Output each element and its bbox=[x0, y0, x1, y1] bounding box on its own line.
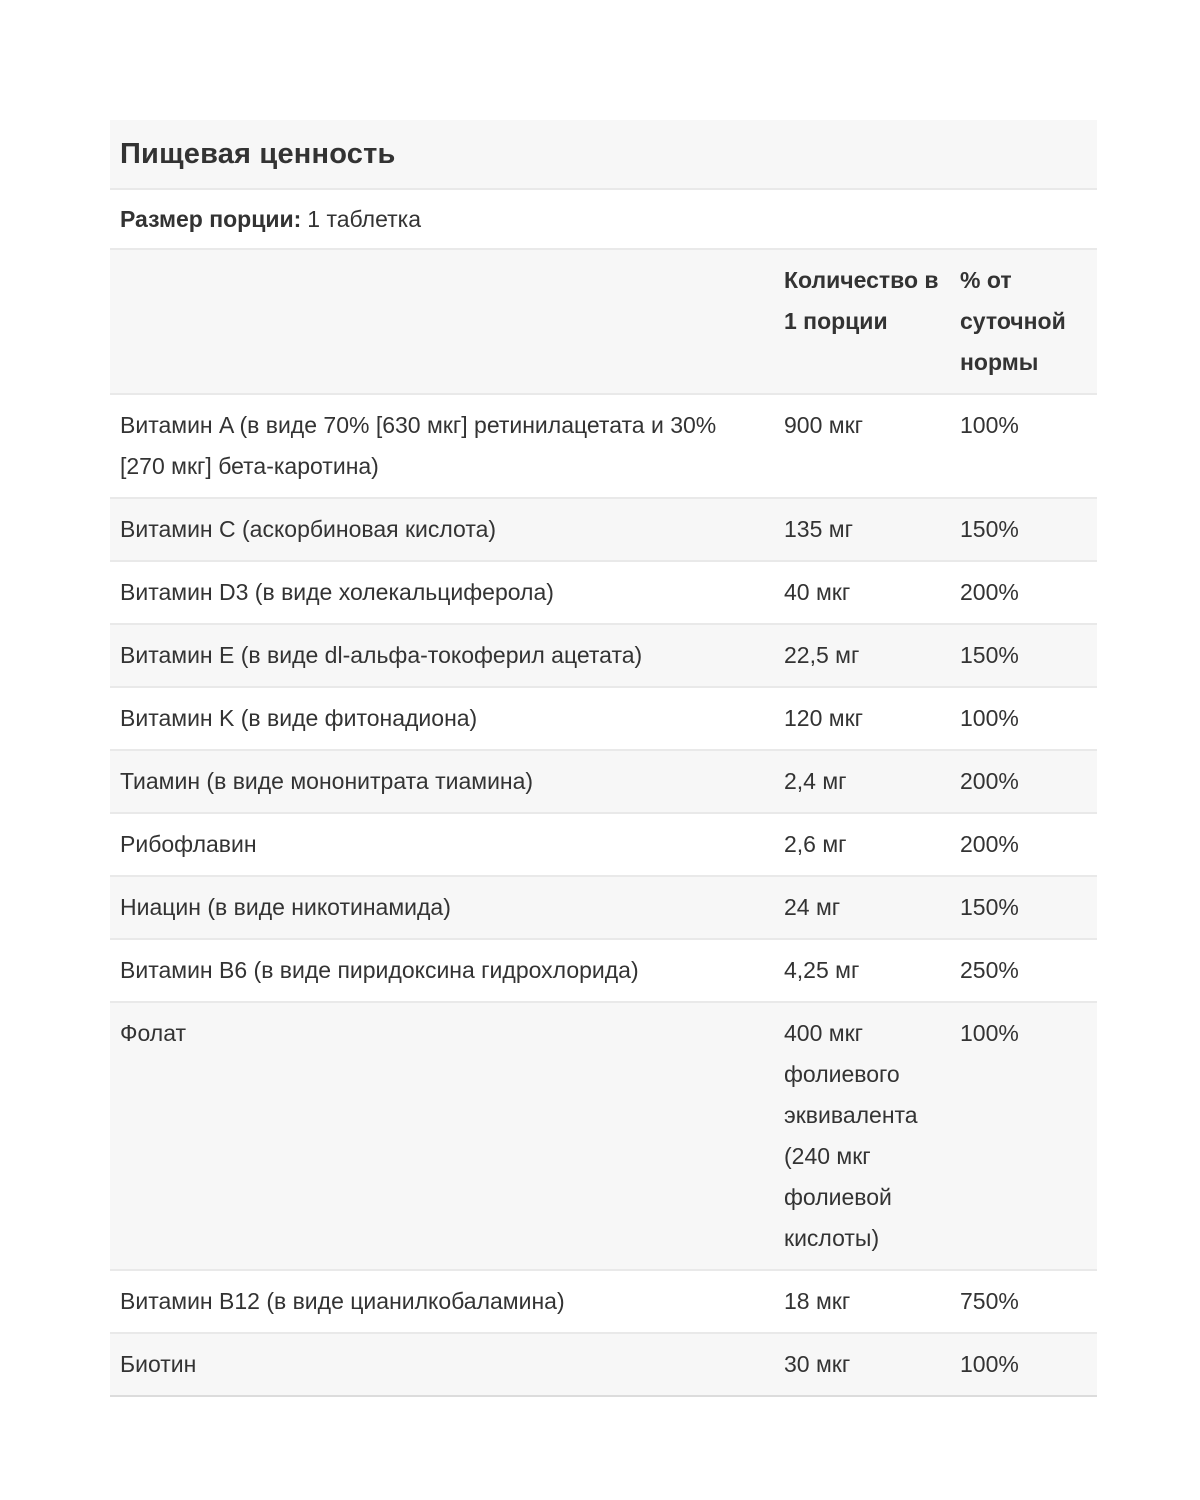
serving-size-value: 1 таблетка bbox=[307, 205, 422, 232]
nutrient-name: Фолат bbox=[110, 1002, 774, 1270]
table-row bbox=[110, 1333, 1097, 1396]
table-header-row bbox=[110, 250, 1097, 394]
header-daily-value: % от суточной нормы bbox=[950, 250, 1097, 394]
nutrient-name: Биотин bbox=[110, 1333, 774, 1396]
nutrient-daily-value: 150% bbox=[950, 498, 1097, 561]
nutrient-daily-value: 100% bbox=[950, 687, 1097, 750]
nutrient-daily-value: 100% bbox=[950, 394, 1097, 498]
nutrient-daily-value: 150% bbox=[950, 624, 1097, 687]
nutrient-daily-value: 250% bbox=[950, 939, 1097, 1002]
nutrient-name: Витамин C (аскорбиновая кислота) bbox=[110, 498, 774, 561]
nutrient-daily-value: 750% bbox=[950, 1270, 1097, 1333]
nutrient-daily-value: 200% bbox=[950, 813, 1097, 876]
nutrient-name: Тиамин (в виде мононитрата тиамина) bbox=[110, 750, 774, 813]
table-row bbox=[110, 813, 1097, 876]
nutrient-name: Витамин B12 (в виде цианилкобаламина) bbox=[110, 1270, 774, 1333]
header-amount: Количество в 1 порции bbox=[774, 250, 950, 394]
nutrient-daily-value: 200% bbox=[950, 561, 1097, 624]
table-row bbox=[110, 1002, 1097, 1270]
table-row bbox=[110, 876, 1097, 939]
nutrient-amount: 400 мкг фолиевого эквивалента (240 мкг фолиевой кислоты) bbox=[774, 1002, 950, 1270]
nutrient-daily-value: 100% bbox=[950, 1002, 1097, 1270]
nutrient-amount: 120 мкг bbox=[774, 687, 950, 750]
nutrient-name: Витамин E (в виде dl-альфа-токоферил ацетата) bbox=[110, 624, 774, 687]
table-row bbox=[110, 561, 1097, 624]
nutrient-daily-value: 150% bbox=[950, 876, 1097, 939]
nutrient-name: Витамин A (в виде 70% [630 мкг] ретинилацетата и 30% [270 мкг] бета-каротина) bbox=[110, 394, 774, 498]
title-bar bbox=[110, 120, 1097, 190]
nutrient-name: Витамин B6 (в виде пиридоксина гидрохлорида) bbox=[110, 939, 774, 1002]
nutrient-name: Витамин K (в виде фитонадиона) bbox=[110, 687, 774, 750]
table-row bbox=[110, 624, 1097, 687]
table-row bbox=[110, 394, 1097, 498]
nutrient-amount: 2,4 мг bbox=[774, 750, 950, 813]
nutrient-name: Витамин D3 (в виде холекальциферола) bbox=[110, 561, 774, 624]
serving-size bbox=[110, 190, 1097, 250]
nutrient-amount: 30 мкг bbox=[774, 1333, 950, 1396]
header-nutrient bbox=[110, 250, 774, 394]
table-row bbox=[110, 498, 1097, 561]
table-row bbox=[110, 1270, 1097, 1333]
nutrient-amount: 2,6 мг bbox=[774, 813, 950, 876]
nutrient-daily-value: 200% bbox=[950, 750, 1097, 813]
nutrient-amount: 900 мкг bbox=[774, 394, 950, 498]
nutrient-amount: 18 мкг bbox=[774, 1270, 950, 1333]
nutrient-amount: 24 мг bbox=[774, 876, 950, 939]
page-title: Пищевая ценность bbox=[120, 137, 396, 170]
nutrient-amount: 4,25 мг bbox=[774, 939, 950, 1002]
nutrient-amount: 40 мкг bbox=[774, 561, 950, 624]
table-row bbox=[110, 939, 1097, 1002]
nutrition-table bbox=[110, 250, 1097, 1397]
serving-size-label: Размер порции: bbox=[120, 205, 302, 232]
table-row bbox=[110, 687, 1097, 750]
nutrient-name: Ниацин (в виде никотинамида) bbox=[110, 876, 774, 939]
nutrient-amount: 135 мг bbox=[774, 498, 950, 561]
nutrient-amount: 22,5 мг bbox=[774, 624, 950, 687]
nutrient-name: Рибофлавин bbox=[110, 813, 774, 876]
table-row bbox=[110, 750, 1097, 813]
nutrient-daily-value: 100% bbox=[950, 1333, 1097, 1396]
nutrition-facts-panel bbox=[110, 120, 1097, 1397]
